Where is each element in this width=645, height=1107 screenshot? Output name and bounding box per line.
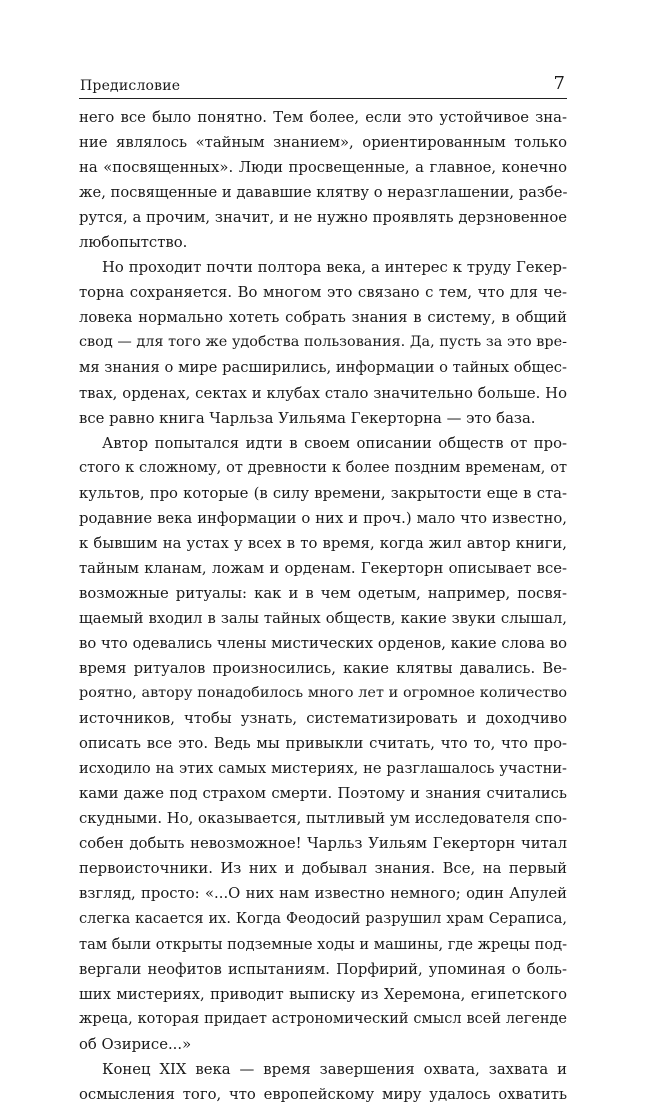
text-line: собен добыть невозможное! Чарльз Уильям Гекерторн читал: [79, 835, 567, 853]
text-line: на «посвященных». Люди просвещенные, а главное, конечно: [79, 159, 567, 177]
text-line: рутся, а прочим, значит, и не нужно проявлять дерзновенное: [79, 209, 567, 227]
text-line: ние являлось «тайным знанием», ориентированным только: [79, 134, 567, 152]
text-line: свод — для того же удобства пользования. Да, пусть за это вре-: [79, 334, 567, 351]
text-line: щаемый входил в залы тайных обществ, какие звуки слышал,: [79, 609, 567, 627]
text-line: описать все это. Ведь мы привыкли считать, что то, что про-: [79, 735, 567, 753]
text-line: во что одевались члены мистических орденов, какие слова во: [79, 634, 567, 652]
text-line: роятно, автору понадобилось много лет и огромное количество: [79, 685, 567, 702]
text-line: время ритуалов произносились, какие клятвы давались. Ве-: [79, 660, 567, 678]
body-text: [79, 105, 567, 1107]
text-line: ших мистериях, приводит выписку из Херемона, египетского: [79, 985, 567, 1003]
text-line: возможные ритуалы: как и в чем одетым, например, посвя-: [79, 584, 567, 602]
text-line: осмысления того, что европейскому миру удалось охватить: [79, 1085, 567, 1103]
text-line: стого к сложному, от древности к более поздним временам, от: [79, 459, 567, 476]
text-line: любопытство.: [79, 234, 188, 252]
running-title: Предисловие: [80, 78, 181, 94]
text-line: торна сохраняется. Во многом это связано с тем, что для че-: [79, 284, 567, 302]
text-line: него все было понятно. Тем более, если это устойчивое зна-: [79, 109, 567, 126]
text-line: твах, орденах, сектах и клубах стало значительно больше. Но: [79, 384, 567, 402]
text-line: жреца, которая придает астрономический смысл всей легенде: [79, 1010, 567, 1027]
text-line: Автор попытался идти в своем описании обществ от про-: [102, 434, 567, 452]
text-line: об Озирисе...»: [79, 1035, 192, 1053]
text-line: первоисточники. Из них и добывал знания. Все, на первый: [79, 860, 567, 878]
text-line: взгляд, просто: «...О них нам известно немного; один Апулей: [79, 885, 567, 903]
text-line: слегка касается их. Когда Феодосий разрушил храм Сераписа,: [79, 910, 567, 927]
text-line: мя знания о мире расширились, информации о тайных общес-: [79, 359, 567, 377]
text-line: родавние века информации о них и проч.) мало что известно,: [79, 509, 567, 527]
text-line: ловека нормально хотеть собрать знания в систему, в общий: [79, 309, 567, 327]
text-line: тайным кланам, ложам и орденам. Гекерторн описывает все-: [79, 559, 567, 577]
text-line: все равно книга Чарльза Уильяма Гекерторна — это база.: [79, 409, 536, 427]
text-line: же, посвященные и дававшие клятву о неразглашении, разбе-: [79, 184, 568, 202]
page-number: 7: [553, 73, 565, 94]
text-line: Конец XIX века — время завершения охвата, захвата и: [102, 1060, 567, 1078]
text-line: ками даже под страхом смерти. Поэтому и знания считались: [79, 785, 567, 803]
text-line: там были открыты подземные ходы и машины, где жрецы под-: [79, 935, 568, 953]
text-line: скудными. Но, оказывается, пытливый ум исследователя спо-: [79, 810, 567, 828]
running-header: [79, 72, 567, 99]
text-line: исходило на этих самых мистериях, не разглашалось участни-: [79, 760, 567, 778]
text-line: к бывшим на устах у всех в то время, когда жил автор книги,: [79, 534, 567, 552]
text-line: источников, чтобы узнать, систематизировать и доходчиво: [79, 710, 567, 728]
text-line: культов, про которые (в силу времени, закрытости еще в ста-: [79, 484, 567, 502]
text-line: вергали неофитов испытаниям. Порфирий, упоминая о боль-: [79, 960, 567, 978]
text-line: Но проходит почти полтора века, а интерес к труду Гекер-: [102, 259, 567, 277]
